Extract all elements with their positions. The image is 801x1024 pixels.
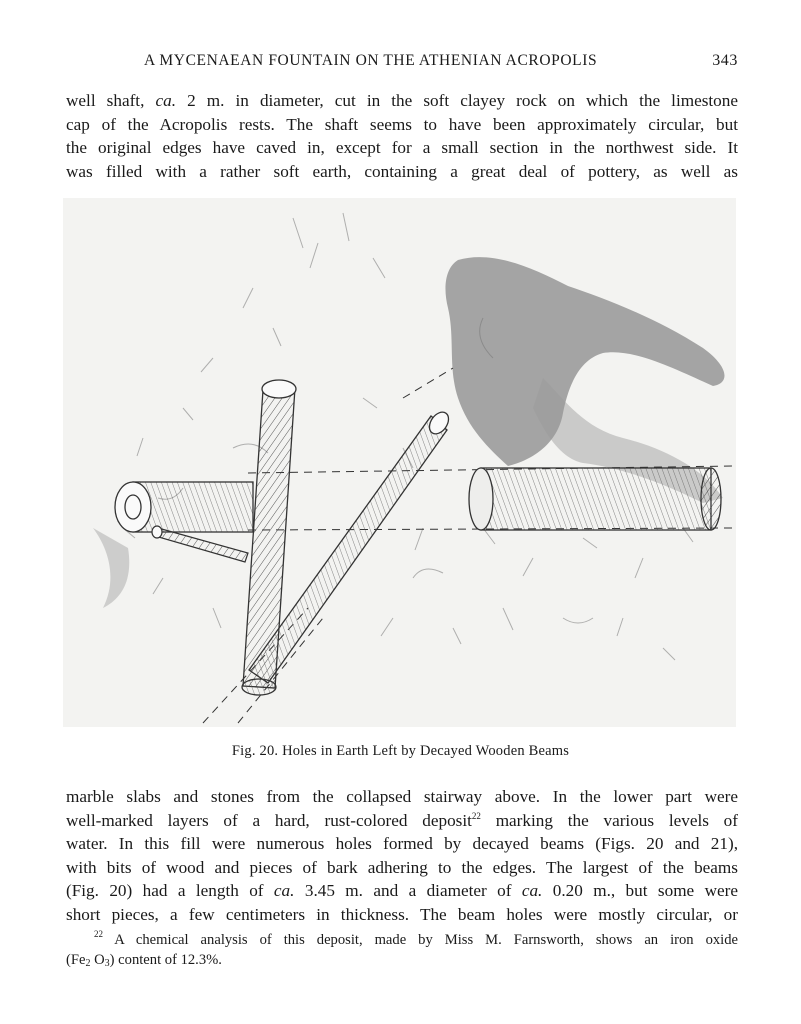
text-line: water. In this fill were numerous holes formed by decayed beams (Figs. 20 and 21), [66, 834, 738, 854]
footnote-22 [66, 930, 738, 970]
text-line: was filled with a rather soft earth, containing a great deal of pottery, as well as [66, 161, 738, 181]
footnote-line: ($Fe_2$ $O_3$) content of 12.3%. [66, 952, 222, 969]
footnote-line: $^{22}$ A chemical analysis of this deposit, made by Miss M. Farnsworth, shows an iron oxide [94, 929, 739, 948]
text-line: well-marked layers of a hard, rust-colored deposit$^{22}$ marking the various levels of [66, 810, 739, 830]
text-line: cap of the Acropolis rests. The shaft seems to have been approximately circular, but [66, 114, 738, 134]
text-line: (Fig. 20) had a length of ca. 3.45 m. and a diameter of ca. 0.20 m., but some were [66, 881, 738, 901]
running-title: A MYCENAEAN FOUNTAIN ON THE ATHENIAN ACROPOLIS [144, 52, 598, 69]
paragraph-1 [66, 89, 738, 183]
page-number: 343 [712, 52, 738, 69]
text-line: the original edges have caved in, except for a small section in the northwest side. It [66, 138, 738, 158]
figure-caption: Fig. 20. Holes in Earth Left by Decayed Wooden Beams [231, 743, 570, 759]
footnote-number: 22 [94, 929, 103, 939]
beam-holes-illustration [63, 198, 736, 727]
text-line: well shaft, ca. 2 m. in diameter, cut in the soft clayey rock on which the limestone [66, 91, 738, 110]
text-line: with bits of wood and pieces of bark adhering to the edges. The largest of the beams [66, 857, 738, 877]
footnote-ref: 22 [471, 810, 481, 821]
running-header [66, 52, 738, 76]
figure-beam-holes-drawing [63, 198, 736, 727]
beam-left [115, 482, 253, 532]
paragraph-2 [66, 785, 738, 927]
text-line: short pieces, a few centimeters in thickness. The beam holes were mostly circular, or [66, 904, 738, 924]
beam-right [469, 468, 721, 530]
text-line: marble slabs and stones from the collapsed stairway above. In the lower part were [66, 787, 738, 806]
